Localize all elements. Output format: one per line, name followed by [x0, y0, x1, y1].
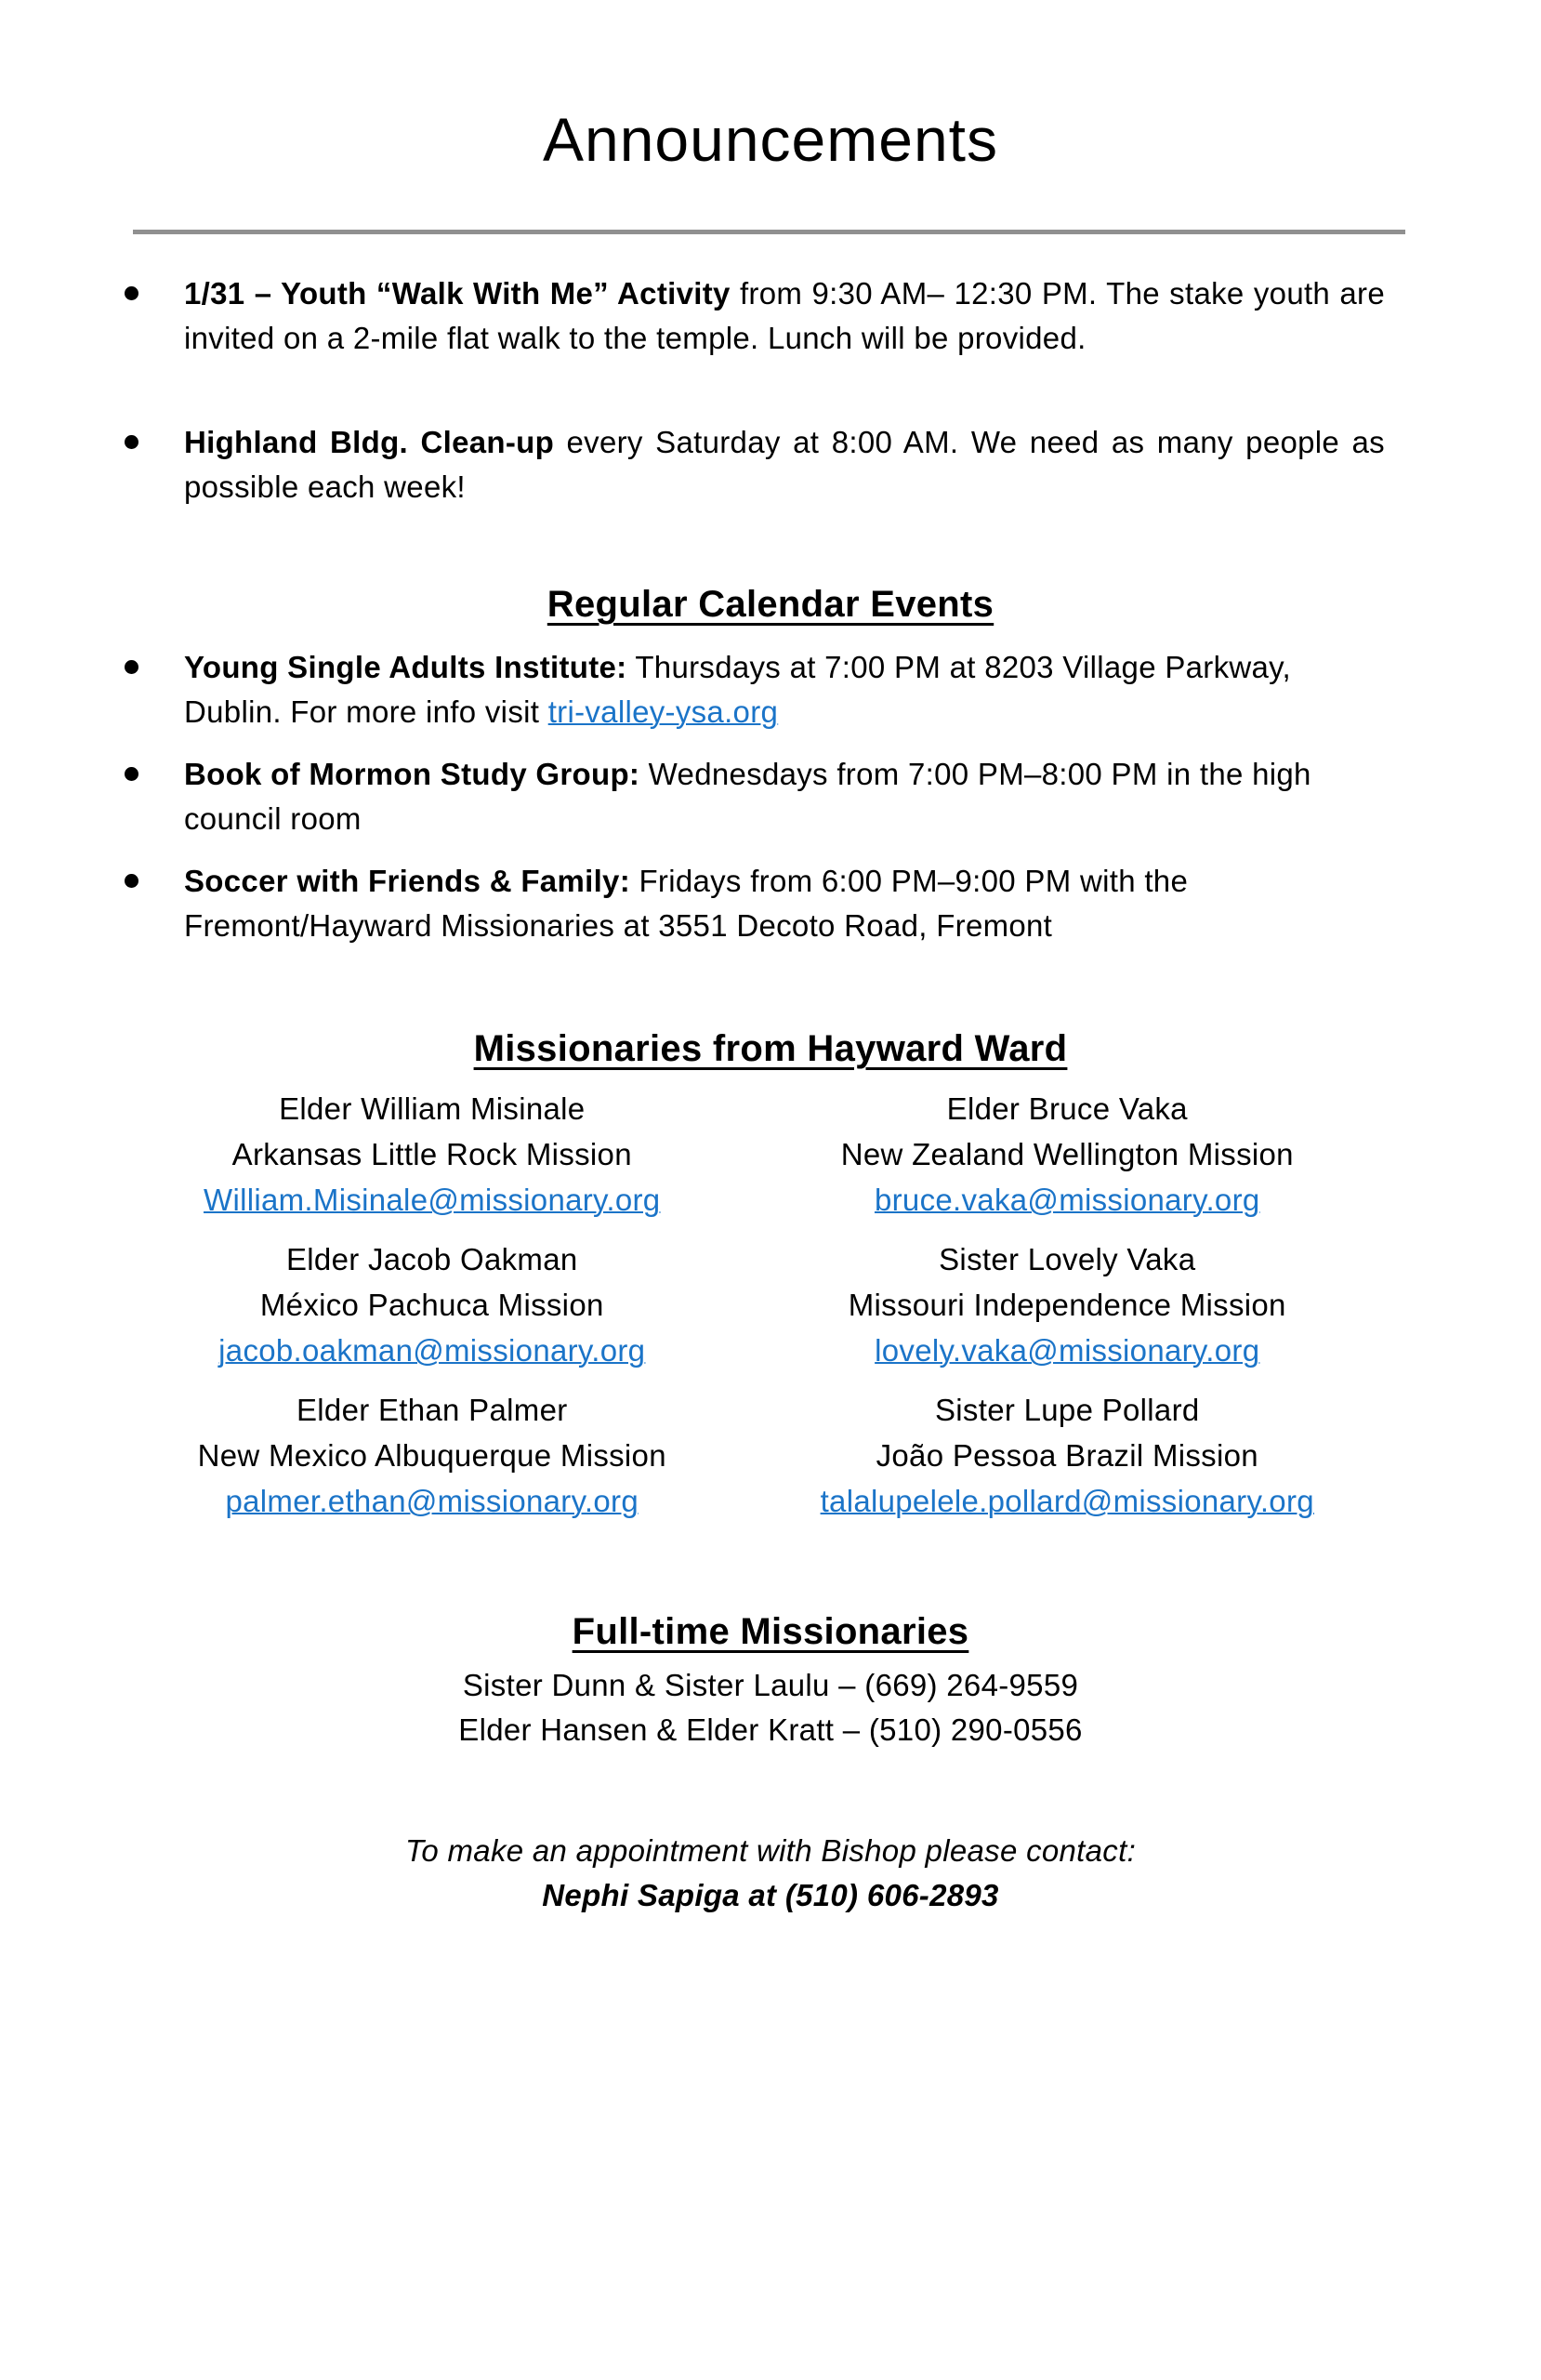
bullet-icon: [125, 874, 138, 888]
bishop-contact-instruction: To make an appointment with Bishop please contact:: [404, 1833, 1137, 1869]
missionary-card: [125, 1086, 739, 1223]
missionary-card: [761, 1387, 1375, 1524]
missionary-email-link[interactable]: jacob.oakman@missionary.org: [218, 1333, 646, 1368]
fulltime-line-sisters: Sister Dunn & Sister Laulu – (669) 264-9559: [462, 1668, 1079, 1703]
missionary-email-link[interactable]: talalupelele.pollard@missionary.org: [820, 1484, 1314, 1519]
bishop-contact-block: [0, 1829, 1541, 1918]
missionary-mission: Arkansas Little Rock Mission: [231, 1137, 632, 1172]
event-lead: Young Single Adults Institute:: [184, 650, 627, 685]
announcement-text: from 9:30 AM– 12:30 PM. The stake youth are invited on a 2-mile flat walk to the temple. Lunch will be provided.: [184, 276, 1385, 356]
fulltime-missionaries-heading: Full-time Missionaries: [572, 1611, 969, 1653]
missionary-name: Elder William Misinale: [279, 1091, 586, 1127]
announcement-item-walk-with-me: [184, 271, 1385, 361]
fulltime-line-elders: Elder Hansen & Elder Kratt – (510) 290-0556: [458, 1712, 1083, 1748]
missionary-email-link[interactable]: palmer.ethan@missionary.org: [225, 1484, 639, 1519]
ward-missionaries-heading: Missionaries from Hayward Ward: [473, 1028, 1068, 1070]
missionary-email-link[interactable]: lovely.vaka@missionary.org: [875, 1333, 1260, 1368]
regular-events-heading: Regular Calendar Events: [547, 584, 994, 626]
bishop-contact-person: Nephi Sapiga at (510) 606-2893: [542, 1878, 999, 1913]
event-text: Thursdays at 7:00 PM at 8203 Village Parkway, Dublin. For more info visit: [184, 650, 1291, 730]
announcement-item-cleanup: [184, 420, 1385, 509]
missionary-mission: João Pessoa Brazil Mission: [876, 1438, 1258, 1474]
missionary-card: [125, 1387, 739, 1524]
missionary-name: Elder Jacob Oakman: [285, 1242, 578, 1277]
missionary-name: Elder Bruce Vaka: [946, 1091, 1188, 1127]
event-text: Fridays from 6:00 PM–9:00 PM with the Fremont/Hayward Missionaries at 3551 Decoto Road, Fremont: [184, 864, 1189, 944]
event-lead: Soccer with Friends & Family:: [184, 864, 630, 899]
missionary-name: Elder Ethan Palmer: [296, 1393, 568, 1428]
missionary-name: Sister Lovely Vaka: [939, 1242, 1196, 1277]
event-text: Wednesdays from 7:00 PM–8:00 PM in the high council room: [184, 757, 1311, 837]
missionary-email-link[interactable]: William.Misinale@missionary.org: [204, 1183, 661, 1218]
bullet-icon: [125, 660, 138, 674]
announcement-text: every Saturday at 8:00 AM. We need as many people as possible each week!: [184, 425, 1385, 505]
missionary-card: [761, 1086, 1375, 1223]
fulltime-missionaries-lines: [0, 1663, 1541, 1752]
regular-events-list: [0, 645, 1541, 948]
missionary-mission: Missouri Independence Mission: [848, 1288, 1286, 1323]
missionary-name: Sister Lupe Pollard: [934, 1393, 1200, 1428]
event-item-book-of-mormon: [184, 752, 1385, 841]
missionary-card: [125, 1236, 739, 1373]
announcement-lead: Highland Bldg. Clean-up: [184, 425, 555, 460]
bullet-icon: [125, 286, 138, 300]
event-item-ysa-institute: [184, 645, 1385, 734]
announcements-list: [0, 271, 1541, 509]
missionary-mission: México Pachuca Mission: [259, 1288, 604, 1323]
bullet-icon: [125, 435, 138, 449]
event-lead: Book of Mormon Study Group:: [184, 757, 640, 792]
ward-missionaries-grid: [0, 1086, 1541, 1524]
bullet-icon: [125, 767, 138, 781]
missionary-mission: New Zealand Wellington Mission: [840, 1137, 1294, 1172]
ysa-website-link[interactable]: tri-valley-ysa.org: [547, 694, 779, 730]
missionary-mission: New Mexico Albuquerque Mission: [197, 1438, 666, 1474]
event-item-soccer: [184, 859, 1385, 948]
title-divider: [133, 230, 1405, 234]
missionary-card: [761, 1236, 1375, 1373]
announcement-lead: 1/31 – Youth “Walk With Me” Activity: [184, 276, 731, 311]
page-title: Announcements: [543, 105, 998, 174]
missionary-email-link[interactable]: bruce.vaka@missionary.org: [874, 1183, 1260, 1218]
